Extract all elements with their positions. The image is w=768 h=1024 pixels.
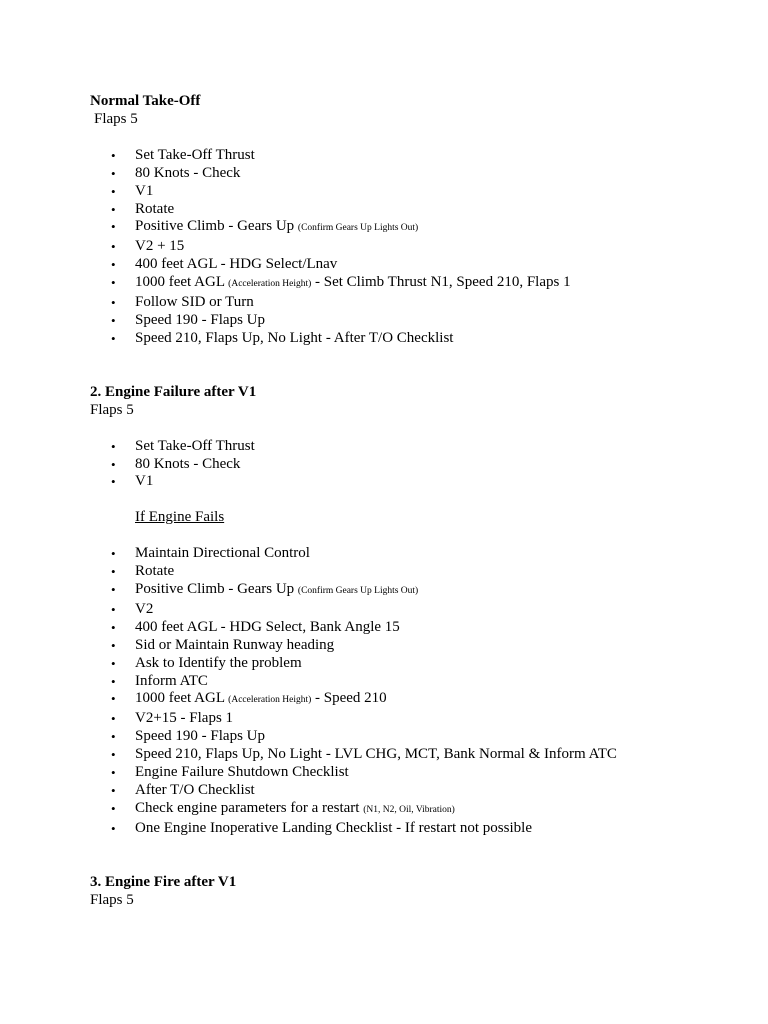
list-item: • Ask to Identify the problem: [90, 655, 730, 673]
checklist-normal-takeoff: [90, 147, 730, 348]
list-item: • Rotate: [90, 201, 730, 219]
section-title-normal-takeoff: Normal Take-Off: [90, 93, 201, 109]
list-item: • After T/O Checklist: [90, 782, 730, 800]
list-item: • Engine Failure Shutdown Checklist: [90, 764, 730, 782]
list-item: • Maintain Directional Control: [90, 545, 730, 563]
list-item: • Sid or Maintain Runway heading: [90, 637, 730, 655]
item-note: (Acceleration Height): [228, 695, 312, 706]
list-item: • V2: [90, 601, 730, 619]
list-item: • Speed 210, Flaps Up, No Light - After T/O Checklist: [90, 330, 730, 348]
section-subtitle-flaps: Flaps 5: [90, 401, 134, 418]
list-item: • Positive Climb - Gears Up (Confirm Gears Up Lights Out): [90, 218, 730, 238]
item-note: (Confirm Gears Up Lights Out): [297, 223, 419, 234]
list-item: • Speed 210, Flaps Up, No Light - LVL CHG, MCT, Bank Normal & Inform ATC: [90, 746, 730, 764]
list-item: • Follow SID or Turn: [90, 294, 730, 312]
list-item: • Check engine parameters for a restart (N1, N2, Oil, Vibration): [90, 800, 730, 820]
list-item: • Inform ATC: [90, 673, 730, 691]
list-item: • Positive Climb - Gears Up (Confirm Gears Up Lights Out): [90, 581, 730, 601]
section-subtitle-flaps: Flaps 5: [90, 891, 134, 908]
list-item: • 400 feet AGL - HDG Select/Lnav: [90, 256, 730, 274]
list-item: • Set Take-Off Thrust: [90, 438, 730, 456]
list-item: • V1: [90, 183, 730, 201]
checklist-engine-failure-before: [90, 438, 730, 492]
document-page: [90, 93, 730, 910]
list-item: • V2 + 15: [90, 238, 730, 256]
list-item: • 80 Knots - Check: [90, 456, 730, 474]
list-item: • Rotate: [90, 563, 730, 581]
list-item: • 1000 feet AGL (Acceleration Height) - Speed 210: [90, 690, 730, 710]
list-item: • Speed 190 - Flaps Up: [90, 312, 730, 330]
item-note: (Confirm Gears Up Lights Out): [297, 586, 419, 597]
list-item: • V2+15 - Flaps 1: [90, 710, 730, 728]
section-title-engine-failure: 2. Engine Failure after V1: [90, 383, 257, 400]
list-item: • 80 Knots - Check: [90, 165, 730, 183]
list-item: • Speed 190 - Flaps Up: [90, 728, 730, 746]
list-item: • V1: [90, 473, 730, 491]
section-subtitle-flaps: Flaps 5: [94, 110, 138, 127]
item-note: (Acceleration Height): [228, 279, 312, 290]
item-note: (N1, N2, Oil, Vibration): [363, 804, 455, 815]
section-title-engine-fire: 3. Engine Fire after V1: [90, 873, 237, 890]
checklist-engine-failure-after: [90, 545, 730, 838]
list-item: • Set Take-Off Thrust: [90, 147, 730, 165]
list-item: • 1000 feet AGL (Acceleration Height) - Set Climb Thrust N1, Speed 210, Flaps 1: [90, 274, 730, 294]
list-item: • One Engine Inoperative Landing Checklist - If restart not possible: [90, 820, 730, 838]
condition-heading: If Engine Fails: [135, 509, 225, 526]
list-item: • 400 feet AGL - HDG Select, Bank Angle 15: [90, 619, 730, 637]
